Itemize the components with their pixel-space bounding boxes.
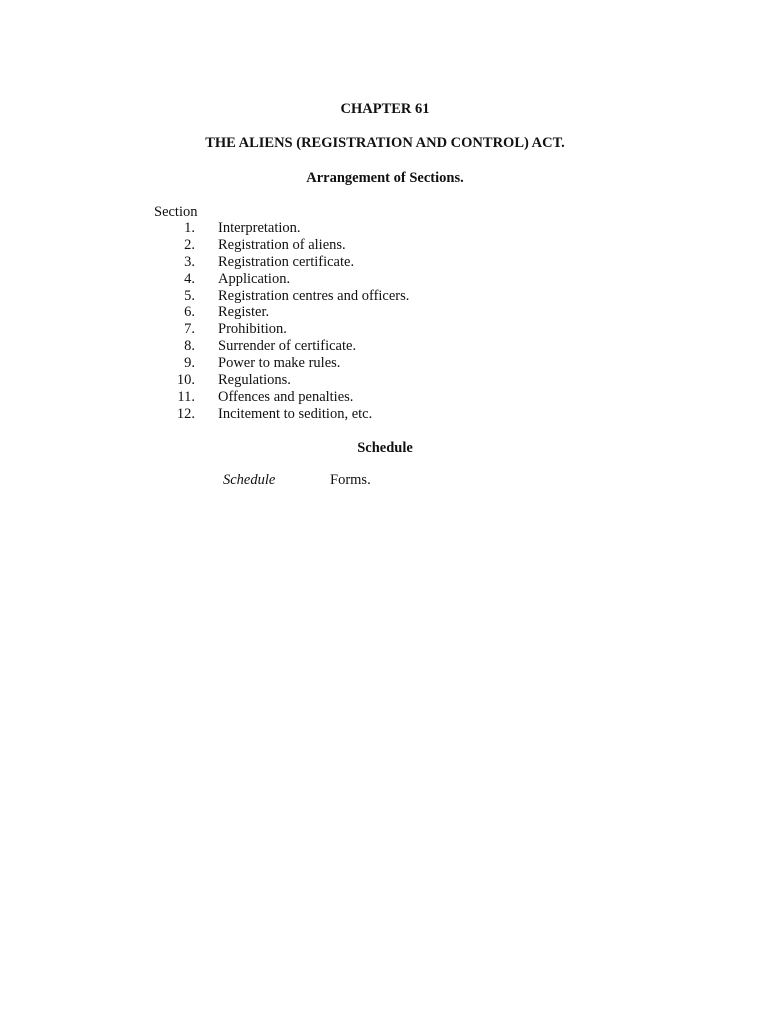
section-number: 11. (177, 388, 195, 405)
schedule-heading: Schedule (357, 440, 413, 456)
list-item (0, 389, 770, 406)
section-number: 4. (184, 270, 195, 287)
section-number: 12. (176, 405, 195, 422)
list-item (0, 406, 770, 423)
section-number: 6. (184, 304, 195, 321)
act-title: THE ALIENS (REGISTRATION AND CONTROL) ACT. (205, 135, 565, 151)
section-label: Section (154, 204, 198, 220)
section-title: Interpretation. (218, 220, 301, 236)
section-title: Registration of aliens. (218, 236, 346, 253)
section-number: 2. (184, 236, 195, 253)
section-title: Prohibition. (218, 321, 287, 338)
list-item (0, 288, 770, 305)
section-number: 10. (176, 372, 195, 389)
list-item (0, 254, 770, 271)
list-item (0, 271, 770, 288)
schedule-description: Forms. (330, 472, 371, 488)
section-title: Regulations. (218, 372, 291, 389)
list-item (0, 355, 770, 372)
section-title: Application. (218, 270, 291, 287)
section-title: Offences and penalties. (218, 388, 354, 405)
section-title: Incitement to sedition, etc. (218, 405, 373, 422)
section-title: Registration centres and officers. (218, 287, 410, 304)
list-item (0, 372, 770, 389)
section-title: Power to make rules. (218, 355, 341, 372)
section-number: 7. (184, 321, 195, 338)
section-title: Surrender of certificate. (218, 338, 357, 355)
list-item (0, 338, 770, 355)
arrangement-heading: Arrangement of Sections. (306, 170, 464, 186)
chapter-heading: CHAPTER 61 (340, 101, 430, 117)
section-number: 3. (184, 253, 195, 270)
section-title: Registration certificate. (218, 253, 355, 270)
section-number: 5. (184, 287, 195, 304)
list-item (0, 321, 770, 338)
section-title: Register. (218, 304, 270, 321)
list-item (0, 237, 770, 254)
schedule-label: Schedule (223, 472, 276, 488)
list-item (0, 220, 770, 237)
section-number: 1. (184, 220, 195, 236)
section-number: 9. (184, 355, 195, 372)
list-item (0, 304, 770, 321)
section-list (0, 220, 770, 423)
section-number: 8. (184, 338, 195, 355)
